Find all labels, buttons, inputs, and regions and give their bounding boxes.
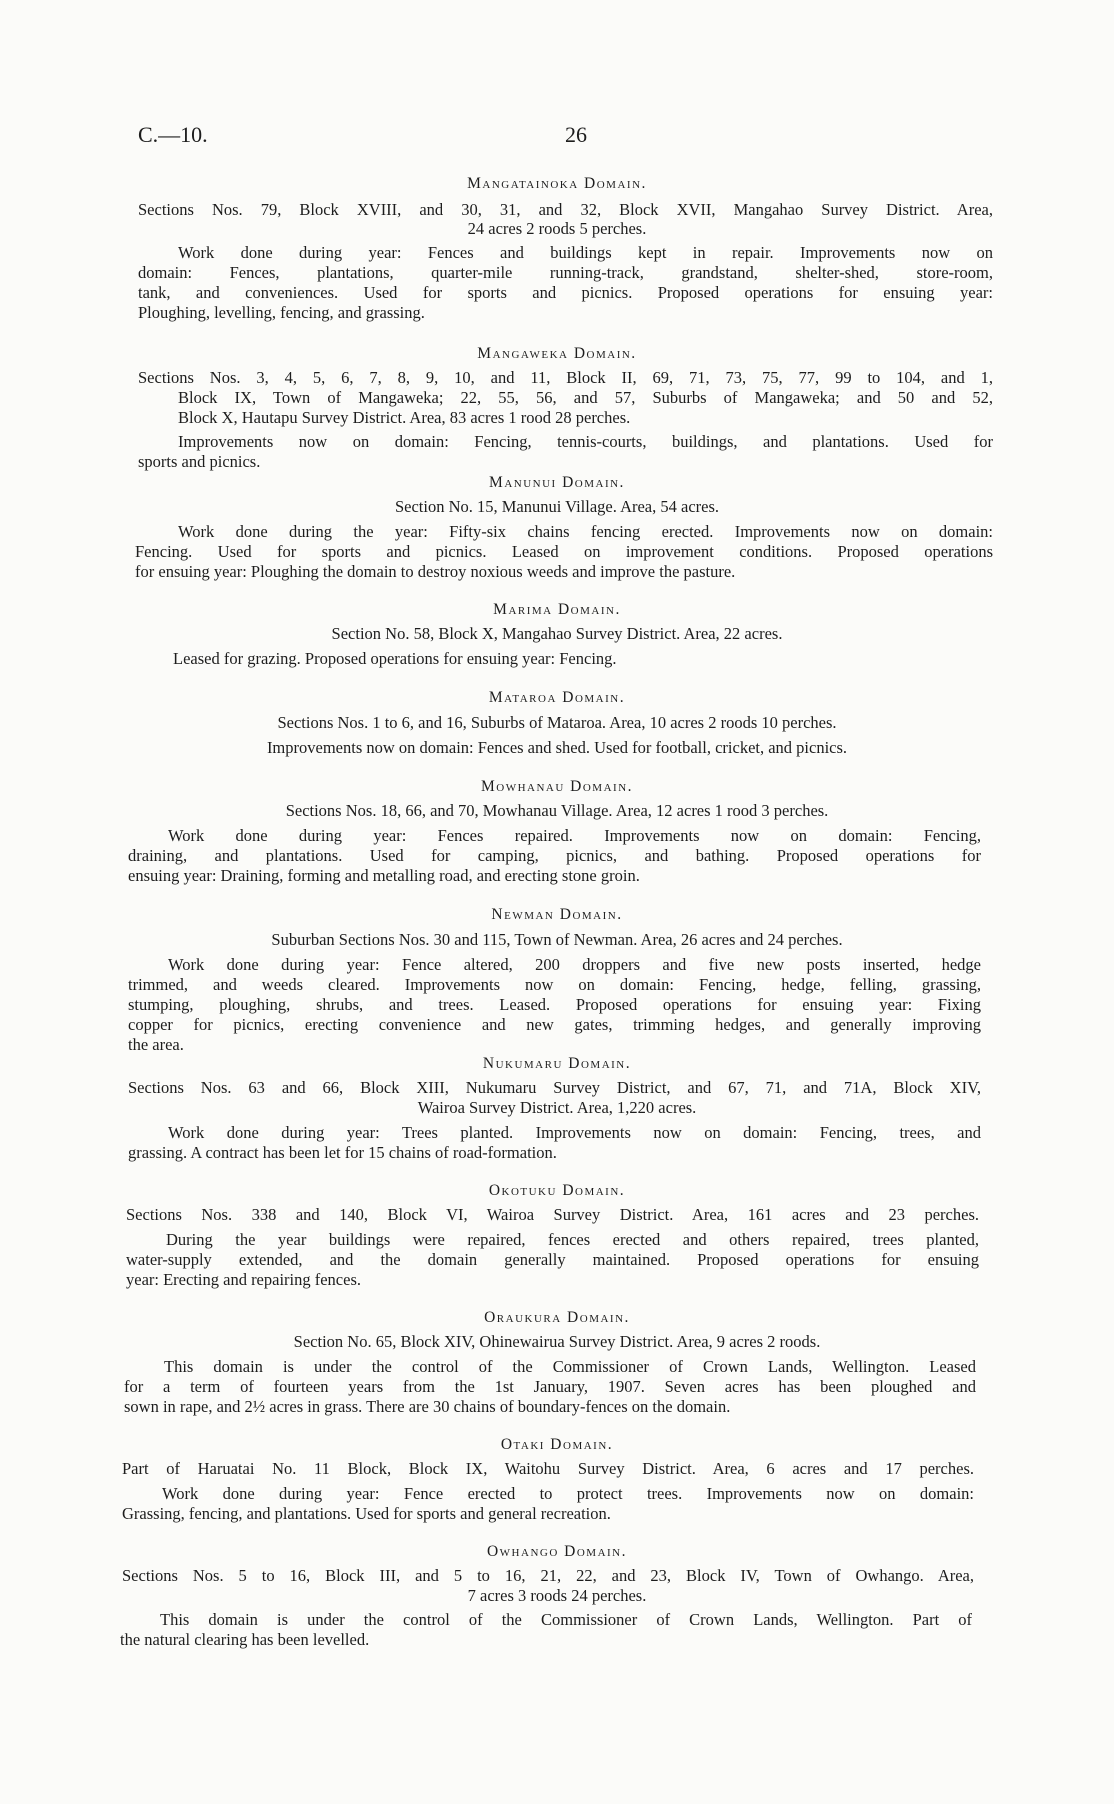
text-line: Leased for grazing. Proposed operations for ensuing year: Fencing. xyxy=(173,649,617,668)
section-title: Nukumaru Domain. xyxy=(482,1055,632,1072)
text-line: This domain is under the control of the Commissioner of Crown Lands, Wellington. Leased xyxy=(164,1357,976,1376)
text-line: year: Erecting and repairing fences. xyxy=(126,1270,362,1289)
text-line: Section No. 15, Manunui Village. Area, 54 acres. xyxy=(394,497,720,516)
text-line: Work done during year: Fence altered, 200 droppers and five new posts inserted, hedge xyxy=(168,955,981,974)
text-line: Improvements now on domain: Fences and shed. Used for football, cricket, and picnics. xyxy=(266,738,848,757)
text-line: Suburban Sections Nos. 30 and 115, Town of Newman. Area, 26 acres and 24 perches. xyxy=(271,930,843,949)
text-line: Improvements now on domain: Fencing, tennis-courts, buildings, and plantations. Used for xyxy=(178,432,993,451)
text-line: copper for picnics, erecting convenience and new gates, trimming hedges, and generally improving xyxy=(128,1015,981,1034)
section-title: Otaki Domain. xyxy=(500,1436,614,1453)
text-line: Ploughing, levelling, fencing, and grassing. xyxy=(138,303,425,322)
section-title: Manunui Domain. xyxy=(489,474,625,491)
text-line: 7 acres 3 roods 24 perches. xyxy=(467,1586,647,1605)
text-line: Block X, Hautapu Survey District. Area, 83 acres 1 rood 28 perches. xyxy=(178,408,631,427)
section-title: Okotuku Domain. xyxy=(488,1182,626,1199)
text-line: Work done during year: Fence erected to protect trees. Improvements now on domain: xyxy=(162,1484,974,1503)
text-line: Work done during year: Fences and buildings kept in repair. Improvements now on xyxy=(178,243,993,262)
text-line: the natural clearing has been levelled. xyxy=(120,1630,370,1649)
text-line: water-supply extended, and the domain generally maintained. Proposed operations for ensuing xyxy=(126,1250,979,1269)
text-line: During the year buildings were repaired, fences erected and others repaired, trees planted, xyxy=(166,1230,979,1249)
section-title: Newman Domain. xyxy=(491,906,623,923)
text-line: 24 acres 2 roods 5 perches. xyxy=(467,219,647,238)
text-line: Sections Nos. 1 to 6, and 16, Suburbs of Mataroa. Area, 10 acres 2 roods 10 perches. xyxy=(277,713,837,732)
text-line: Sections Nos. 18, 66, and 70, Mowhanau Village. Area, 12 acres 1 rood 3 perches. xyxy=(285,801,829,820)
section-title: Mangatainoka Domain. xyxy=(467,175,647,192)
section-title: Marima Domain. xyxy=(493,601,621,618)
text-line: ensuing year: Draining, forming and metalling road, and erecting stone groin. xyxy=(128,866,640,885)
text-line: grassing. A contract has been let for 15 chains of road-formation. xyxy=(128,1143,557,1162)
section-title: Mowhanau Domain. xyxy=(480,778,634,795)
text-line: Sections Nos. 338 and 140, Block VI, Wairoa Survey District. Area, 161 acres and 23 perches. xyxy=(126,1205,979,1224)
section-title: Oraukura Domain. xyxy=(484,1309,630,1326)
section-title: Mataroa Domain. xyxy=(488,689,626,706)
text-line: Fencing. Used for sports and picnics. Leased on improvement conditions. Proposed operations xyxy=(135,542,993,561)
text-line: Section No. 58, Block X, Mangahao Survey District. Area, 22 acres. xyxy=(331,624,783,643)
text-line: Sections Nos. 63 and 66, Block XIII, Nukumaru Survey District, and 67, 71, and 71A, Block XIV, xyxy=(128,1078,981,1097)
text-line: trimmed, and weeds cleared. Improvements now on domain: Fencing, hedge, felling, grassing, xyxy=(128,975,981,994)
text-line: for ensuing year: Ploughing the domain to destroy noxious weeds and improve the pasture. xyxy=(135,562,736,581)
text-line: stumping, ploughing, shrubs, and trees. Leased. Proposed operations for ensuing year: Fixing xyxy=(128,995,981,1014)
text-line: Sections Nos. 5 to 16, Block III, and 5 to 16, 21, 22, and 23, Block IV, Town of Owhango. Area, xyxy=(122,1566,974,1585)
text-line: domain: Fences, plantations, quarter-mile running-track, grandstand, shelter-shed, store-room, xyxy=(138,263,993,282)
text-line: for a term of fourteen years from the 1st January, 1907. Seven acres has been ploughed and xyxy=(124,1377,976,1396)
section-title: Mangaweka Domain. xyxy=(477,345,637,362)
text-line: sown in rape, and 2½ acres in grass. There are 30 chains of boundary-fences on the domain. xyxy=(124,1397,731,1416)
text-line: Section No. 65, Block XIV, Ohinewairua Survey District. Area, 9 acres 2 roods. xyxy=(293,1332,821,1351)
text-line: Part of Haruatai No. 11 Block, Block IX, Waitohu Survey District. Area, 6 acres and 17 perches. xyxy=(122,1459,974,1478)
text-line: Sections Nos. 3, 4, 5, 6, 7, 8, 9, 10, and 11, Block II, 69, 71, 73, 75, 77, 99 to 104, and 1, xyxy=(138,368,993,387)
text-line: Sections Nos. 79, Block XVIII, and 30, 31, and 32, Block XVII, Mangahao Survey District. Area, xyxy=(138,200,993,219)
text-line: the area. xyxy=(128,1035,184,1054)
text-line: Work done during year: Fences repaired. Improvements now on domain: Fencing, xyxy=(168,826,981,845)
text-line: Block IX, Town of Mangaweka; 22, 55, 56, and 57, Suburbs of Mangaweka; and 50 and 52, xyxy=(178,388,993,407)
text-line: tank, and conveniences. Used for sports and picnics. Proposed operations for ensuing year: xyxy=(138,283,993,302)
text-line: sports and picnics. xyxy=(138,452,261,471)
text-line: Work done during the year: Fifty-six chains fencing erected. Improvements now on domain: xyxy=(178,522,993,541)
report-reference: C.—10. xyxy=(138,122,208,147)
text-line: Grassing, fencing, and plantations. Used for sports and general recreation. xyxy=(122,1504,611,1523)
text-line: This domain is under the control of the Commissioner of Crown Lands, Wellington. Part of xyxy=(160,1610,972,1629)
text-line: Wairoa Survey District. Area, 1,220 acres. xyxy=(417,1098,697,1117)
text-line: Work done during year: Trees planted. Improvements now on domain: Fencing, trees, and xyxy=(168,1123,981,1142)
text-line: draining, and plantations. Used for camping, picnics, and bathing. Proposed operations for xyxy=(128,846,981,865)
page-number: 26 xyxy=(565,122,587,147)
section-title: Owhango Domain. xyxy=(486,1543,627,1560)
